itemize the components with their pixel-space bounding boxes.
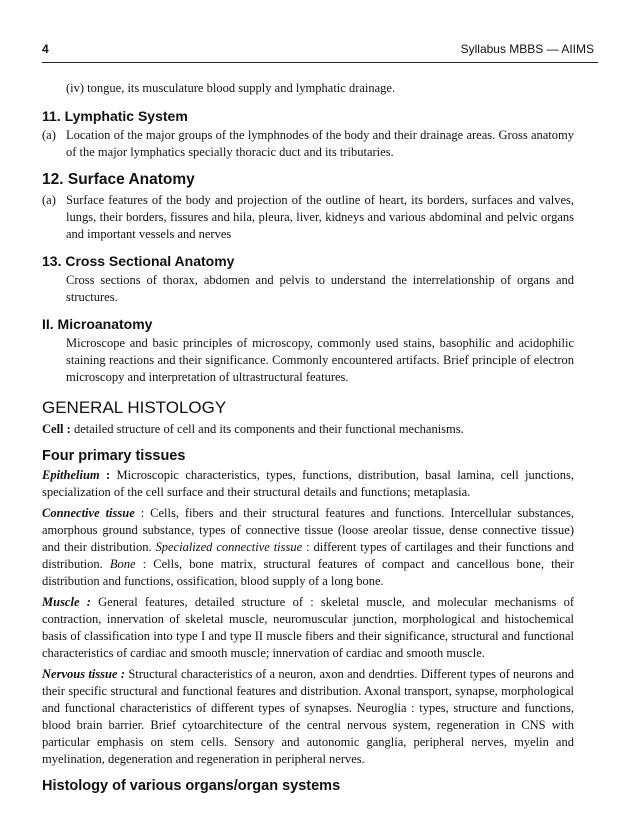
epithelium-text: Microscopic characteristics, types, functions, distribution, basal lamina, cell junctions, specialization of the cell surface and their structural details and functions; metaplasia.	[42, 468, 574, 499]
epithelium-colon: :	[99, 468, 117, 482]
item-text: Location of the major groups of the lymphnodes of the body and their drainage areas. Gross anatomy of the major lymphatics specially thoracic duct and its tributaries.	[66, 128, 574, 159]
section-13-text: Cross sections of thorax, abdomen and pelvis to understand the interrelationship of organs and structures.	[66, 273, 574, 304]
page-content	[42, 80, 574, 797]
nervous-text: Structural characteristics of a neuron, axon and dendrties. Different types of neurons and their specific structural and functional features and distribution. Axonal transport, synapse, morphological and functional characteristics of different types of synapses. Neuroglia : types, structure and functions, blood brain barrier. Brief cytoarchitecture of the central nervous system, regeneration in CNS with particular emphasis on stem cells. Sensory and autonomic ganglia, peripheral nerves, myelin and myelination, degeneration and regeneration in peripheral nerves.	[42, 667, 574, 766]
muscle-text: General features, detailed structure of : skeletal muscle, and molecular mechanisms of contraction, innervation of skeletal muscle, neuromuscular junction, morphological and histochemical basis of classification into type I and type II muscle fibers and their significance, structural and functional characteristics of cardiac and smooth muscle; innervation of cardiac and smooth muscle.	[42, 595, 575, 660]
primary-tissues-heading: Four primary tissues	[42, 448, 186, 464]
header-rule	[42, 62, 598, 63]
cell-label: Cell :	[42, 422, 71, 436]
nervous-tissue-paragraph	[42, 666, 574, 768]
connective-text-2: : different types of cartilages and their functions and distribution.	[42, 540, 574, 571]
epithelium-label: Epithelium	[42, 468, 100, 482]
running-header	[42, 42, 598, 60]
microanatomy-heading: II. Microanatomy	[42, 316, 153, 332]
muscle-label: Muscle :	[42, 595, 91, 609]
section-11-heading: 11. Lymphatic System	[42, 108, 188, 124]
connective-tissue-paragraph	[42, 505, 574, 590]
specialized-connective-label: Specialized connective tissue	[155, 540, 303, 554]
general-histology-heading: GENERAL HISTOLOGY	[42, 398, 227, 417]
muscle-paragraph	[42, 594, 574, 662]
organ-histology-heading: Histology of various organs/organ systems	[42, 778, 341, 794]
connective-text-3: : Cells, bone matrix, structural features of compact and cancellous bone, their distribution and functions, ossification, blood supply of a long bone.	[42, 557, 574, 588]
tongue-item: (iv) tongue, its musculature blood supply and lymphatic drainage.	[66, 81, 396, 95]
item-label: (a)	[42, 128, 56, 142]
section-11-item-a	[42, 127, 574, 161]
nervous-label: Nervous tissue :	[42, 667, 126, 681]
section-12-item-a	[42, 192, 574, 243]
header-title: Syllabus MBBS — AIIMS	[460, 42, 594, 56]
microanatomy-text: Microscope and basic principles of microscopy, commonly used stains, basophilic and acidophilic staining reactions and their significance. Commonly encountered artifacts. Brief principle of electron microscopy and interpretation of ultrastructural features.	[66, 336, 574, 384]
item-text: Surface features of the body and projection of the outline of heart, its borders, surfaces and valves, lungs, their borders, fissures and hila, pleura, liver, kidneys and various abdominal and pelvic organs and important vessels and nerves	[66, 193, 574, 241]
bone-label: Bone	[109, 557, 136, 571]
page-number: 4	[42, 42, 49, 56]
cell-paragraph	[42, 421, 574, 438]
section-13-heading: 13. Cross Sectional Anatomy	[42, 253, 235, 269]
epithelium-paragraph	[42, 467, 574, 501]
section-12-heading: 12. Surface Anatomy	[42, 171, 195, 188]
connective-label: Connective tissue	[42, 506, 135, 520]
cell-text: detailed structure of cell and its components and their functional mechanisms.	[70, 422, 464, 436]
connective-text-1: : Cells, fibers and their structural features and functions. Intercellular substances, amorphous ground substance, types of connective tissue (loose areolar tissue, dense connective tissue) and their distribution.	[42, 506, 575, 554]
item-label: (a)	[42, 193, 56, 207]
